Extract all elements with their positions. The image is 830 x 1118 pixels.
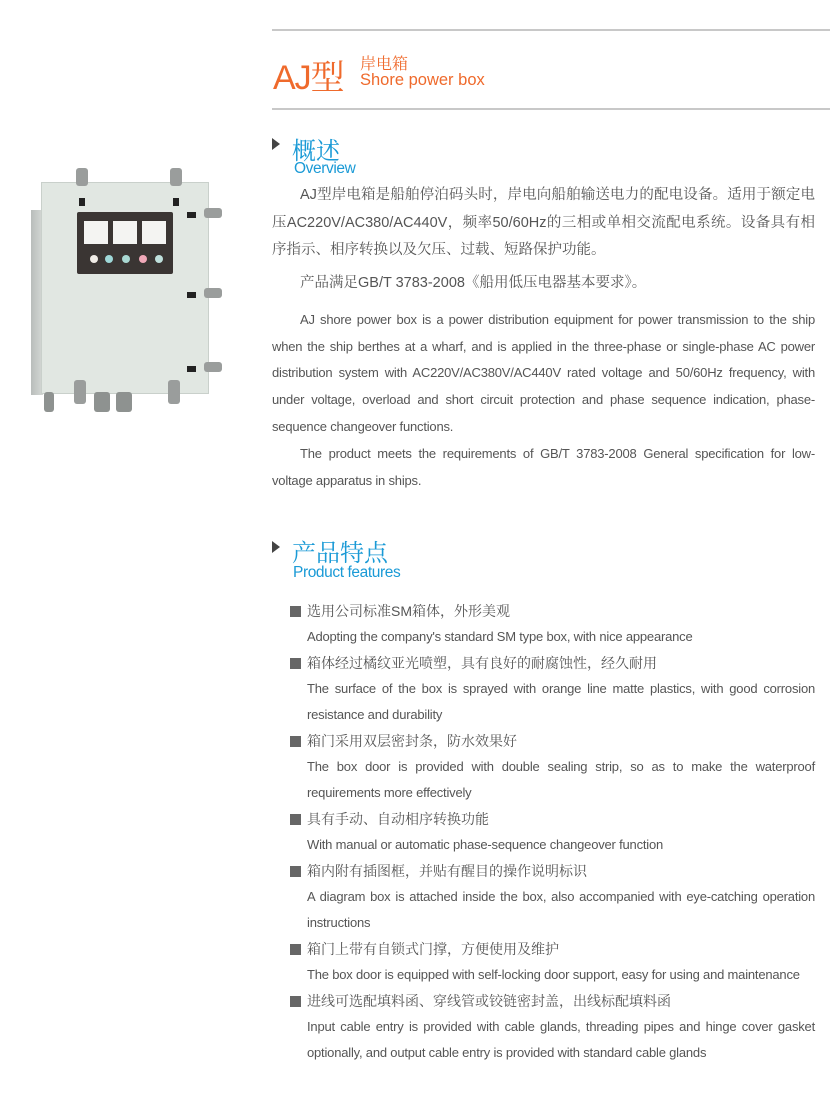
- feature-title: 箱体经过橘纹亚光喷塑，具有良好的耐腐蚀性，经久耐用: [290, 650, 815, 676]
- feature-item: [290, 936, 815, 988]
- overview-heading-cn: 概述: [292, 138, 340, 165]
- features-heading-en: Product features: [293, 564, 401, 581]
- meter-panel: [77, 212, 173, 274]
- feature-title: 箱内附有插图框，并贴有醒目的操作说明标识: [290, 858, 815, 884]
- overview-en-paragraph: The product meets the requirements of GB/T 3783-2008 General specification for low-voltage apparatus in ships.: [272, 446, 815, 488]
- feature-description: Adopting the company's standard SM type box, with nice appearance: [307, 629, 693, 644]
- overview-heading-en: Overview: [294, 160, 356, 177]
- feature-item: [290, 728, 815, 806]
- feature-description: The box door is equipped with self-locking door support, easy for using and maintenance: [307, 967, 800, 982]
- overview-en-paragraph: AJ shore power box is a power distribution equipment for power transmission to the ship when the ship berthes at a wharf, and is applied in the three-phase or single-phase AC power distribution system with AC220V/AC380V/AC440V rated voltage and 50/60Hz frequency, with under voltage, overload and short circuit protection and phase sequence indication, phase-sequence changeover functions.: [272, 312, 815, 434]
- features-heading-cn: 产品特点: [292, 540, 388, 567]
- feature-description: The box door is provided with double sealing strip, so as to make the waterproof requirements more effectively: [307, 759, 815, 800]
- title-cn: 岸电箱: [360, 56, 409, 73]
- bullet-triangle-icon: [272, 138, 280, 150]
- bullet-triangle-icon: [272, 541, 280, 553]
- feature-title: 选用公司标准SM箱体，外形美观: [290, 598, 815, 624]
- feature-title: 箱门上带有自锁式门撑，方便使用及维护: [290, 936, 815, 962]
- feature-description: With manual or automatic phase-sequence changeover function: [307, 837, 664, 852]
- feature-item: [290, 650, 815, 728]
- feature-item: [290, 988, 815, 1066]
- feature-item: [290, 858, 815, 936]
- header-divider: [272, 108, 830, 110]
- overview-cn-paragraph: 产品满足GB/T 3783-2008《船用低压电器基本要求》。: [300, 275, 647, 291]
- feature-item: [290, 598, 815, 650]
- feature-description: A diagram box is attached inside the box, also accompanied with eye-catching operation instructions: [307, 889, 815, 930]
- feature-title: 箱门采用双层密封条，防水效果好: [290, 728, 815, 754]
- feature-description: Input cable entry is provided with cable glands, threading pipes and hinge cover gasket optionally, and output cable entry is provided with standard cable glands: [307, 1019, 815, 1060]
- feature-title: 进线可选配填料函、穿线管或铰链密封盖，出线标配填料函: [290, 988, 815, 1014]
- title-en: Shore power box: [360, 71, 485, 89]
- feature-description: The surface of the box is sprayed with orange line matte plastics, with good corrosion resistance and durability: [307, 681, 815, 722]
- features-list: [290, 598, 815, 1066]
- feature-title: 具有手动、自动相序转换功能: [290, 806, 815, 832]
- product-image-shore-power-box: [24, 160, 249, 440]
- feature-item: [290, 806, 815, 858]
- model-label: AJ型: [273, 59, 344, 97]
- top-divider: [272, 29, 830, 31]
- overview-cn-paragraph: AJ型岸电箱是船舶停泊码头时，岸电向船舶输送电力的配电设备。适用于额定电压AC220V/AC380/AC440V，频率50/60Hz的三相或单相交流配电系统。设备具有相序指示、相序转换以及欠压、过载、短路保护功能。: [272, 187, 815, 258]
